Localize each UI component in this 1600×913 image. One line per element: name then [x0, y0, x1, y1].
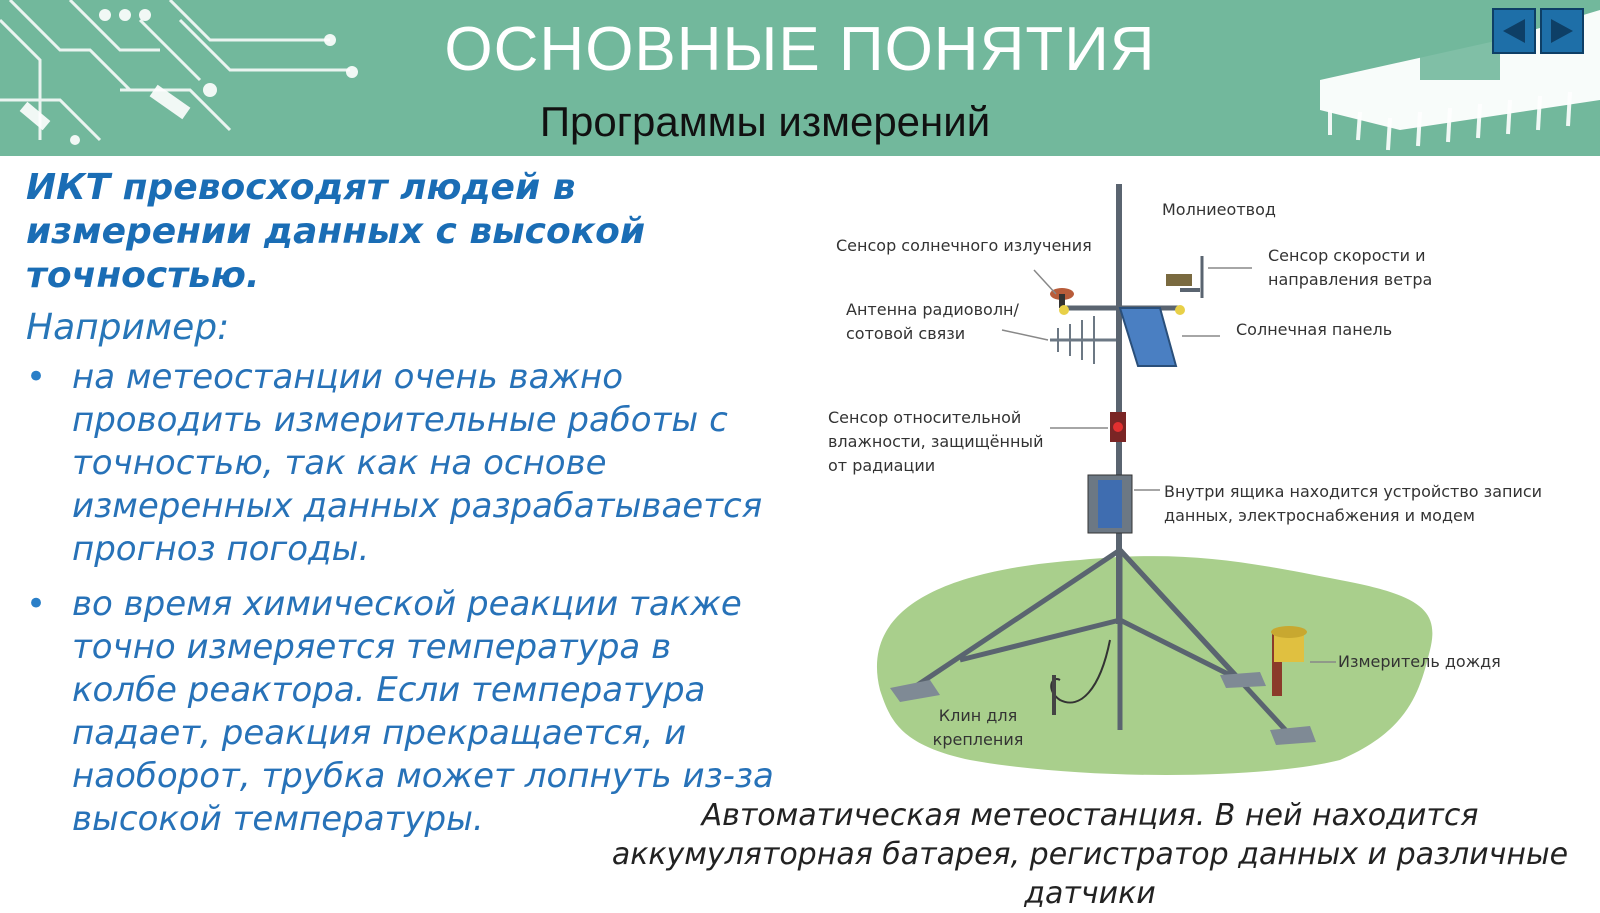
text-column: [26, 166, 786, 853]
slide-title: ОСНОВНЫЕ ПОНЯТИЯ: [444, 15, 1156, 84]
arrow-right-icon: [1547, 16, 1577, 46]
example-label: Например:: [26, 307, 230, 348]
bullet-icon: •: [26, 584, 47, 624]
weather-station-figure: [820, 170, 1580, 790]
label-wind-sensor: Сенсор скорости и направления ветра: [1268, 246, 1433, 289]
label-lightning-rod: Молниеотвод: [1162, 200, 1276, 219]
figure-caption: Автоматическая метеостанция. В ней находится аккумуляторная батарея, регистратор данных и различные датчики: [611, 798, 1569, 911]
arrow-left-icon: [1499, 16, 1529, 46]
label-solar-panel: Солнечная панель: [1236, 320, 1393, 339]
label-antenna: Антенна радиоволн/ сотовой связи: [846, 300, 1019, 343]
lead-statement: ИКТ превосходят людей в измерении данных с высокой точностью.: [26, 167, 646, 296]
next-slide-button[interactable]: [1540, 8, 1584, 54]
label-solar-sensor: Сенсор солнечного излучения: [836, 236, 1092, 255]
label-humidity-sensor: Сенсор относительной влажности, защищённый от радиации: [828, 408, 1044, 475]
bullet-list: [26, 356, 786, 841]
bullet-text: на метеостанции очень важно проводить измерительные работы с точностью, так как на основе измеренных данных разрабатывается прогноз погоды.: [72, 357, 763, 569]
slide-subtitle: Программы измерений: [539, 98, 991, 145]
bullet-icon: •: [26, 357, 47, 397]
slide-header: [0, 0, 1600, 156]
label-logger-box: Внутри ящика находится устройство записи данных, электроснабжения и модем: [1164, 482, 1543, 525]
label-ground-stake: Клин для крепления: [932, 706, 1024, 749]
label-rain-gauge: Измеритель дождя: [1338, 652, 1501, 671]
bullet-text: во время химической реакции также точно измеряется температура в колбе реактора. Если температура падает, реакция прекращается, и наоборот, трубка может лопнуть из-за высокой температуры.: [72, 584, 774, 839]
prev-slide-button[interactable]: [1492, 8, 1536, 54]
list-item: [26, 356, 786, 571]
